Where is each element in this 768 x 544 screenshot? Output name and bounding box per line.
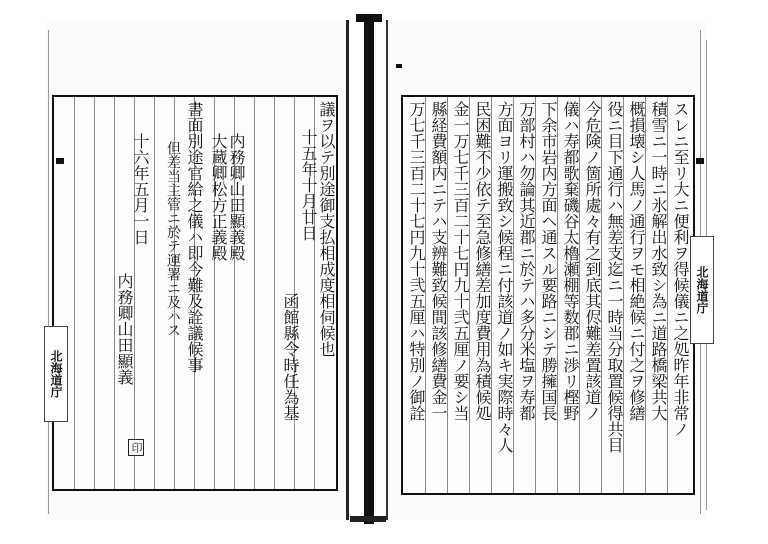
text-column: 内務卿山田顯義殿 — [227, 133, 246, 261]
text-column: 万部村ハ勿論其近郡ニ於テハ多分米塩ヲ寿都 — [517, 101, 536, 421]
text-column: 函館縣令時任為基 — [281, 293, 300, 421]
text-column: 民困難不少依テ至急修繕差加度費用為積候処 — [473, 101, 492, 421]
text-column: 十五年十月廿日 — [299, 129, 318, 241]
text-column: 十六年五月一日 — [131, 133, 150, 245]
column-rule — [94, 97, 95, 489]
text-column: 万七千三百二十七円九十弐五厘ハ特別ノ御詮 — [407, 101, 426, 421]
archive-tab-left: 北海道庁 — [44, 326, 68, 422]
text-column: 方面ヨリ運搬致シ候程ニ付該道ノ如キ実際時々人 — [495, 101, 514, 453]
text-column: 儀ハ寿都歌棄磯谷太櫓瀬棚等数郡ニ渉リ樫野 — [561, 101, 580, 421]
right-document-frame — [401, 95, 695, 495]
text-column: 但差当主管ニ於テ運署ニ及ハス — [165, 141, 181, 337]
binding-notch — [56, 158, 64, 164]
book-spine — [364, 18, 374, 524]
text-column: 役ニ目下通行ハ無差支迄ニ一時当分取置候得共目 — [605, 101, 624, 453]
binding-notch — [396, 64, 402, 68]
left-document-frame — [52, 95, 338, 491]
text-column: スレニ至リ大ニ便利ヲ得候儀ニ之処昨年非常ノ — [671, 101, 690, 437]
column-rule — [154, 97, 155, 489]
seal-stamp: 印 — [128, 439, 144, 456]
left-page-edge — [48, 30, 49, 514]
text-column: 積雪ニ一時ニ氷解出水致シ為ニ道路橋梁共大 — [649, 101, 668, 421]
text-column: 内務卿山田顯義 — [115, 273, 134, 385]
text-column: 今危険ノ箇所處々有之到底其侭難差置該道ノ — [583, 101, 602, 421]
text-column: 下余市岩内方面ヘ通スル要路ニシテ勝擁国長 — [539, 101, 558, 421]
archive-tab-right: 北海道庁 — [690, 236, 714, 344]
text-column: 概損壊シ人馬ノ通行ヲモ相絶候ニ付之ヲ修繕 — [627, 101, 646, 421]
binding-notch — [696, 158, 704, 164]
text-column: 書面別途官給之儀ハ即今難及詮議候事 — [185, 101, 204, 373]
column-rule — [74, 97, 75, 489]
column-rule — [254, 97, 255, 489]
text-column: 金一万七千三百二十七円九十弐五厘ノ要シ当 — [451, 101, 470, 421]
spine-bottom — [350, 516, 386, 522]
text-column: 議ヲ以テ別途御支払相成度相伺候也 — [317, 101, 336, 357]
text-column: 大蔵卿松方正義殿 — [209, 133, 228, 261]
text-column: 縣経費額内ニテハ支辨難致候間該修繕費金一 — [429, 101, 448, 421]
column-rule — [274, 97, 275, 489]
